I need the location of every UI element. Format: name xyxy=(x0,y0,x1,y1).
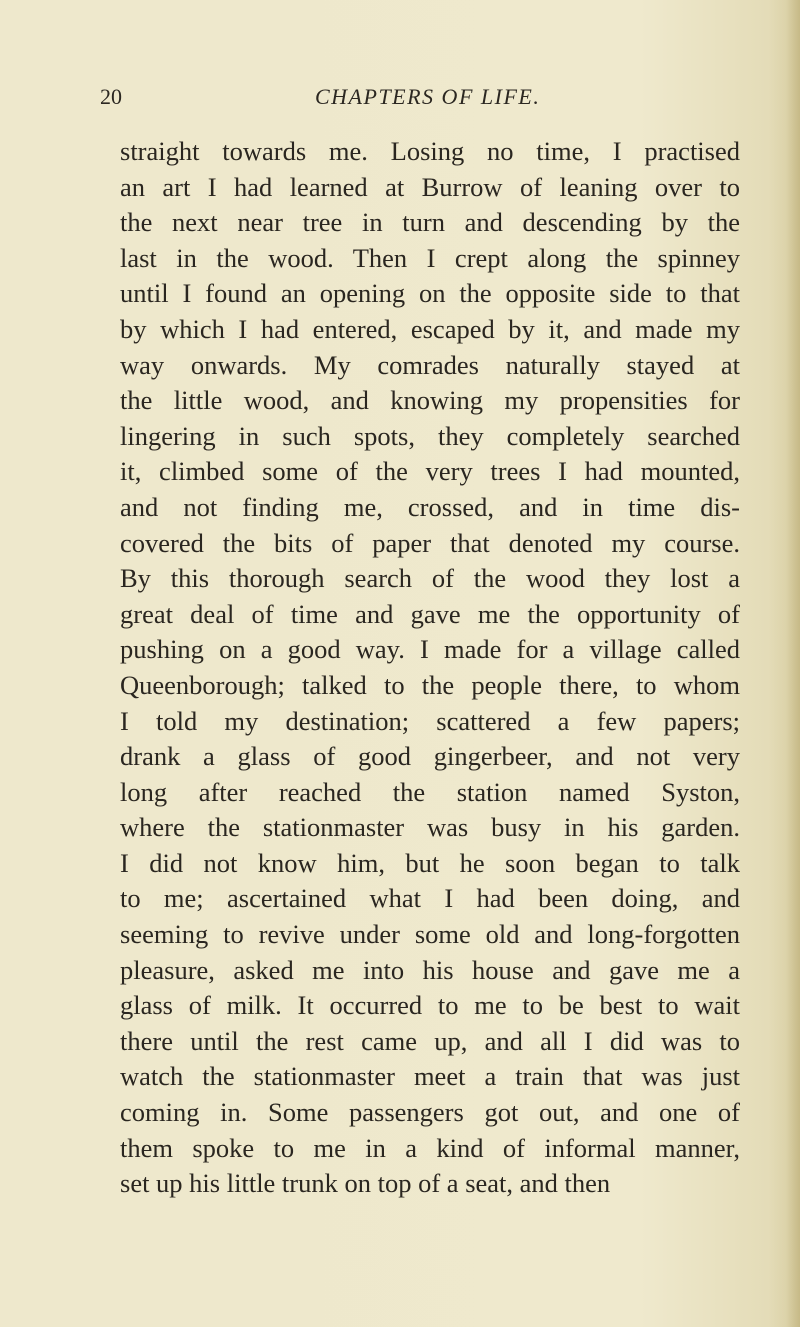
text-line: coming in. Some passengers got out, and one of xyxy=(120,1097,740,1128)
page-number: 20 xyxy=(100,84,122,109)
text-line: watch the stationmaster meet a train that was just xyxy=(120,1061,740,1092)
text-line: and not finding me, crossed, and in time dis- xyxy=(120,491,740,522)
text-line: lingering in such spots, they completely searched xyxy=(120,420,740,451)
text-line: I told my destination; scattered a few papers; xyxy=(120,705,740,736)
text-line: By this thorough search of the wood they lost a xyxy=(120,563,740,594)
text-line: I did not know him, but he soon began to talk xyxy=(120,847,740,878)
text-line: set up his little trunk on top of a seat, and then xyxy=(120,1168,611,1199)
text-line: an art I had learned at Burrow of leaning over to xyxy=(120,171,740,202)
text-line: covered the bits of paper that denoted my course. xyxy=(120,527,740,558)
text-line: great deal of time and gave me the opportunity of xyxy=(120,598,740,629)
text-line: drank a glass of good gingerbeer, and not very xyxy=(120,741,740,772)
text-line: by which I had entered, escaped by it, and made my xyxy=(120,313,740,344)
text-line: where the stationmaster was busy in his garden. xyxy=(120,812,740,843)
text-line: there until the rest came up, and all I did was to xyxy=(120,1025,740,1056)
text-line: Queenborough; talked to the people there, to whom xyxy=(120,669,740,700)
text-line: way onwards. My comrades naturally stayed at xyxy=(120,349,740,380)
text-line: pushing on a good way. I made for a village called xyxy=(120,634,740,665)
text-line: the little wood, and knowing my propensities for xyxy=(120,385,740,416)
body-text xyxy=(120,134,740,1202)
running-title: CHAPTERS OF LIFE. xyxy=(315,84,541,109)
text-line: seeming to revive under some old and long-forgotten xyxy=(120,919,740,950)
text-line: glass of milk. It occurred to me to be best to wait xyxy=(120,990,740,1021)
text-line: it, climbed some of the very trees I had mounted, xyxy=(120,456,740,487)
text-line: until I found an opening on the opposite side to that xyxy=(120,278,740,309)
text-line: long after reached the station named Syston, xyxy=(120,776,740,807)
text-line: straight towards me. Losing no time, I practised xyxy=(120,136,740,166)
text-line: the next near tree in turn and descending by the xyxy=(120,207,740,238)
text-line: to me; ascertained what I had been doing, and xyxy=(120,883,740,914)
running-header xyxy=(100,84,720,114)
page-edge-shadow xyxy=(786,0,800,1327)
text-line: last in the wood. Then I crept along the spinney xyxy=(120,242,740,273)
text-line: them spoke to me in a kind of informal manner, xyxy=(120,1132,740,1163)
text-line: pleasure, asked me into his house and gave me a xyxy=(120,954,740,985)
